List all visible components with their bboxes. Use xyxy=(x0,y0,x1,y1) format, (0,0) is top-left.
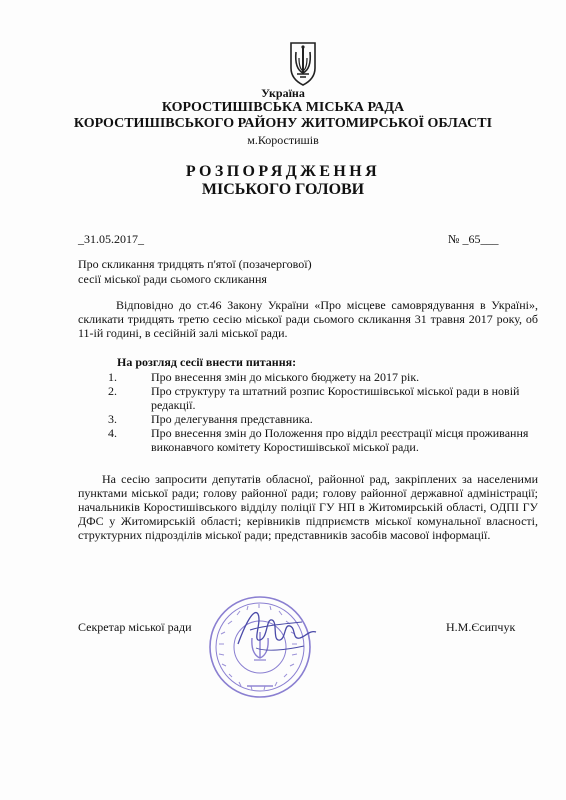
agenda-item xyxy=(78,412,538,426)
signatory-name: Н.М.Єсипчук xyxy=(446,620,516,634)
document-date: _31.05.2017_ xyxy=(78,232,144,246)
agenda-item-text: Про внесення змін до міського бюджету на 2017 рік. xyxy=(151,370,420,384)
subject-line-2: сесії міської ради сьомого скликання xyxy=(78,272,267,286)
agenda-item-text: Про структуру та штатний розпис Коростишівської міської ради в новій редакції. xyxy=(151,384,520,412)
agenda-item-number: 4. xyxy=(108,426,117,440)
header-city: м.Коростишів xyxy=(247,133,319,147)
document-subtitle: МІСЬКОГО ГОЛОВИ xyxy=(201,181,365,198)
agenda-item xyxy=(78,384,538,412)
agenda-item xyxy=(78,426,538,454)
agenda-item-text: Про внесення змін до Положення про відділ реєстрації місця проживання виконавчого комітету Коростишівської міської ради. xyxy=(151,426,529,454)
handwritten-signature xyxy=(232,600,322,660)
agenda-item-number: 3. xyxy=(108,412,117,426)
document-subject xyxy=(78,257,312,287)
signatory-position: Секретар міської ради xyxy=(78,620,192,634)
document-number: № _65___ xyxy=(448,232,499,246)
agenda-item-number: 2. xyxy=(108,384,117,398)
invite-paragraph: На сесію запросити депутатів обласної, районної рад, закріплених за населеними пунктами міської ради; голову районної ради; голову районної державної адміністрації; начальників Коростишівського відділу поліції ГУ НП в Житомирській області, ОДПІ ГУ ДФС у Житомирській області; керівників підприємств міської комунальної власності, структурних підрозділів міської ради; представників засобів масової інформації. xyxy=(78,472,538,542)
header-council: КОРОСТИШІВСЬКА МІСЬКА РАДА xyxy=(161,100,405,115)
agenda-item-number: 1. xyxy=(108,370,117,384)
document-title: РОЗПОРЯДЖЕННЯ xyxy=(185,163,381,180)
intro-paragraph: Відповідно до ст.46 Закону України «Про місцеве самоврядування в Україні», скликати тридцять третю сесію міської ради сьомого скликання 31 травня 2017 року, об 11-ій годині, в сесійній залі міської ради. xyxy=(78,298,538,340)
trident-emblem-icon xyxy=(288,40,318,86)
subject-line-1: Про скликання тридцять п'ятої (позачергової) xyxy=(78,257,312,271)
agenda-item xyxy=(78,370,538,384)
header-country: Україна xyxy=(261,86,305,100)
agenda-item-text: Про делегування представника. xyxy=(151,412,313,426)
agenda-list xyxy=(78,370,538,454)
agenda-title: На розгляд сесії внести питання: xyxy=(117,355,297,369)
header-region: КОРОСТИШІВСЬКОГО РАЙОНУ ЖИТОМИРСЬКОЇ ОБЛАСТІ xyxy=(73,116,493,131)
